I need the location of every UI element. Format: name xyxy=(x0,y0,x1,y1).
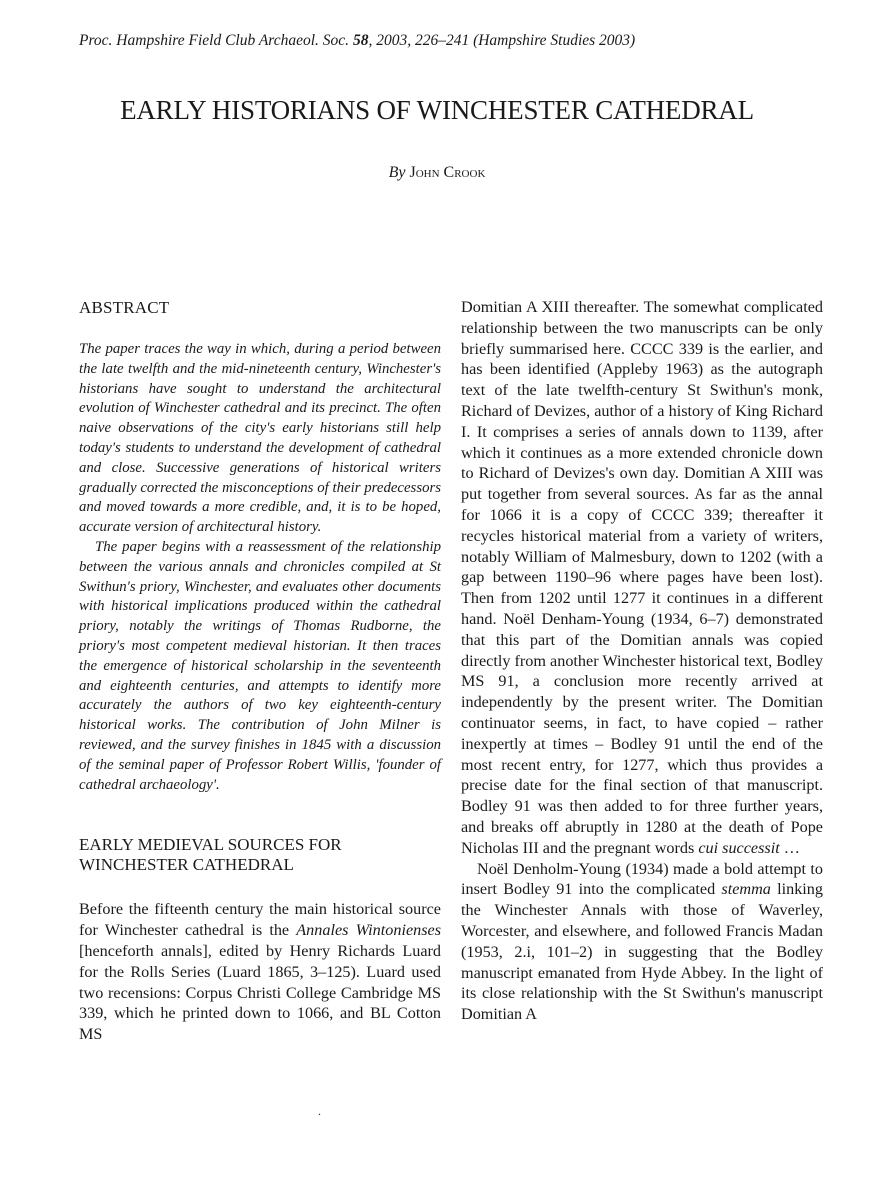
byline-by: By xyxy=(388,164,406,181)
running-head xyxy=(79,32,635,50)
footer-mark: . xyxy=(318,1104,321,1118)
section-heading-line-1: EARLY MEDIEVAL SOURCES FOR xyxy=(79,835,342,855)
article-title: EARLY HISTORIANS OF WINCHESTER CATHEDRAL xyxy=(120,95,754,125)
byline xyxy=(0,164,874,182)
abstract-paragraph-1: The paper traces the way in which, during a period between the late twelfth and the mid-nineteenth century, Winchester's historians have sought to understand the architectural evolution of Winchester cathedral and its precinct. The often naive observations of the city's early historians still help today's students to understand the development of cathedral and close. Successive generations of historical writers gradually corrected the misconceptions of their predecessors and moved towards a more credible, and, it is to be hoped, accurate version of architectural history. xyxy=(79,341,441,536)
body-paragraph-1-text-b: [henceforth annals], edited by Henry Richards Luard for the Rolls Series (Luard 1865, 3–125). Luard used two recensions: Corpus Christi College Cambridge MS 339, which he printed down to 1066, and BL Cotton MS xyxy=(79,941,441,1044)
author-name: John Crook xyxy=(409,164,486,181)
left-column xyxy=(79,297,441,1045)
body-paragraph-1 xyxy=(79,899,441,1045)
body-paragraph-3 xyxy=(461,859,823,1025)
section-heading xyxy=(79,835,441,875)
body-paragraph-2-text-b: … xyxy=(779,838,800,857)
body-paragraph-3-italic: stemma xyxy=(721,880,771,899)
section-heading-line-2: WINCHESTER CATHEDRAL xyxy=(79,855,294,875)
body-paragraph-1-italic: Annales Wintonienses xyxy=(296,921,442,940)
body-paragraph-3-text-b: linking the Winchester Annals with those of Waverley, Worcester, and elsewhere, and followed Francis Madan (1953, 2.i, 101–2) in suggesting that the Bodley manuscript emanated from Hyde Abbey. In the light of its close relationship with the St Swithun's manuscript Domitian A xyxy=(461,880,823,1024)
body-paragraph-3-text-a: Noël Denholm-Young (1934) made a bold attempt to insert Bodley 91 into the complicated xyxy=(461,859,823,899)
body-paragraph-2-text-a: Domitian A XIII thereafter. The somewhat complicated relationship between the two manuscripts can be only briefly summarised here. CCCC 339 is the earlier, and has been identified (Appleby 1963) as the autograph text of the late twelfth-century St Swithun's monk, Richard of Devizes, author of a history of King Richard I. It comprises a series of annals down to 1139, after which it continues as a more extended chronicle down to Richard of Devizes's own day. Domitian A XIII was put together from several sources. As far as the annal for 1066 it is a copy of CCCC 339; thereafter it recycles historical material from a variety of writers, notably William of Malmesbury, down to 1202 (with a gap between 1190–96 where pages have been lost). Then from 1202 until 1277 it continues in a different hand. Noël Denham-Young (1934, 6–7) demonstrated that this part of the Domitian annals was copied directly from another Winchester historical text, Bodley MS 91, a conclusion more recently arrived at independently by the present writer. The Domitian continuator seems, in fact, to have copied – rather inexpertly at times – Bodley 91 until the end of the most recent entry, for 1277, which thus provides a precise date for the final section of that manuscript. Bodley 91 was then added to for three further years, and breaks off abruptly in 1280 at the death of Pope Nicholas III and the pregnant words xyxy=(461,298,823,857)
abstract-paragraph-2: The paper begins with a reassessment of the relationship between the various annals and chronicles compiled at St Swithun's priory, Winchester, and evaluates other documents with historical implications produced within the cathedral priory, notably the writings of Thomas Rudborne, the priory's most competent medieval historian. It then traces the emergence of historical scholarship in the seventeenth and eighteenth centuries, and attempts to identify more accurately the authors of two key eighteenth-century historical works. The contribution of John Milner is reviewed, and the survey finishes in 1845 with a discussion of the seminal paper of Professor Robert Willis, 'founder of cathedral archaeology'. xyxy=(79,538,441,793)
abstract-heading: ABSTRACT xyxy=(79,298,170,317)
journal-name: Proc. Hampshire Field Club Archaeol. Soc. xyxy=(79,32,350,49)
body-paragraph-2 xyxy=(461,297,823,859)
right-column xyxy=(461,297,823,1025)
body-paragraph-1-text-a: Before the fifteenth century the main historical source for Winchester cathedral is the xyxy=(79,900,441,940)
citation-details: , 2003, 226–241 (Hampshire Studies 2003) xyxy=(368,32,636,49)
volume-number: 58 xyxy=(352,32,369,49)
body-paragraph-2-italic: cui successit xyxy=(698,838,780,857)
